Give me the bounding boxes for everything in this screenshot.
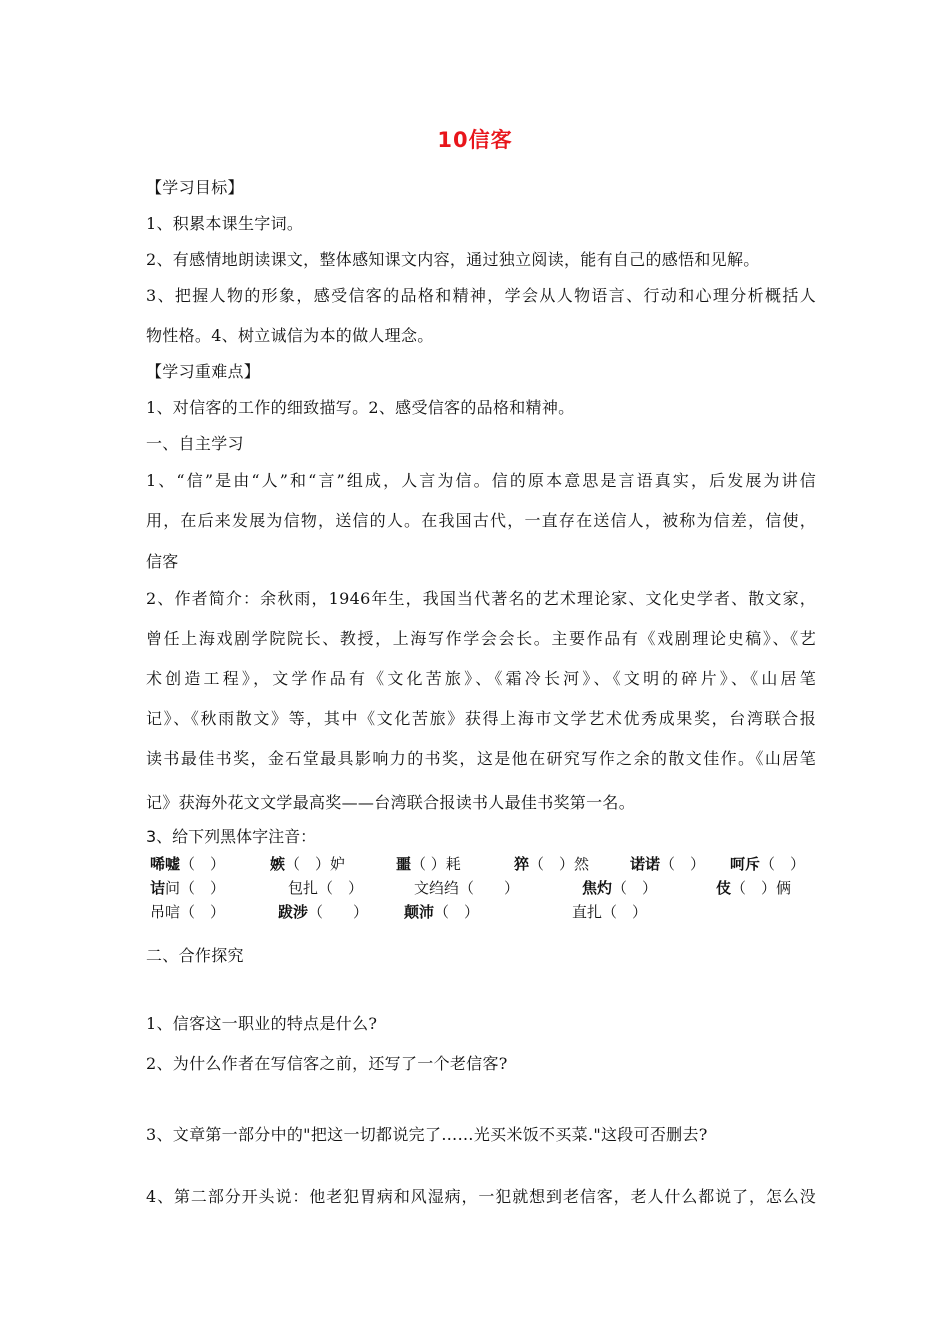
pinyin-item: 焦灼（ ） — [582, 879, 658, 897]
paragraph-line: 信客 — [146, 552, 179, 571]
paragraph-line: 曾任上海戏剧学院院长、教授，上海写作学会会长。主要作品有《戏剧理论史稿》、《艺 — [146, 629, 816, 648]
document-title: 10信客 — [437, 128, 513, 152]
paragraph-line: 用，在后来发展为信物，送信的人。在我国古代，一直存在送信人，被称为信差，信使， — [146, 511, 816, 530]
pinyin-item: 噩（ ）耗 — [396, 855, 461, 873]
goal-line: 物性格。4、树立诚信为本的做人理念。 — [146, 326, 434, 345]
pinyin-item: 伎（ ）俩 — [716, 879, 792, 897]
goals-heading: 【学习目标】 — [146, 178, 244, 197]
paragraph-line: 记》、《秋雨散文》等，其中《文化苦旅》获得上海市文学艺术优秀成果奖，台湾联合报 — [146, 709, 816, 728]
pinyin-item: 颠沛（ ） — [404, 903, 480, 921]
pinyin-item: 嫉（ ）妒 — [270, 855, 346, 873]
goal-line: 2、有感情地朗读课文，整体感知课文内容，通过独立阅读，能有自己的感悟和见解。 — [146, 250, 760, 269]
paragraph-line: 读书最佳书奖，金石堂最具影响力的书奖，这是他在研究写作之余的散文佳作。《山居笔 — [146, 749, 816, 768]
section-heading: 二、合作探究 — [146, 946, 244, 965]
paragraph-line: 术创造工程》，文学作品有《文化苦旅》、《霜冷长河》、《文明的碎片》、《山居笔 — [146, 669, 816, 688]
key-heading: 【学习重难点】 — [146, 362, 261, 381]
pinyin-item: 呵斥（ ） — [730, 855, 806, 873]
paragraph-line: 2、作者简介：余秋雨，1946年生，我国当代著名的艺术理论家、文化史学者、散文家， — [146, 589, 816, 608]
pinyin-item: 文绉绉（ ） — [414, 879, 520, 897]
goal-line: 3、把握人物的形象，感受信客的品格和精神，学会从人物语言、行动和心理分析概括人 — [146, 286, 816, 305]
section-heading: 一、自主学习 — [146, 434, 244, 453]
question-line: 2、为什么作者在写信客之前，还写了一个老信客? — [146, 1054, 508, 1073]
key-points: 1、对信客的工作的细致描写。2、感受信客的品格和精神。 — [146, 398, 575, 417]
pinyin-item: 包扎（ ） — [288, 879, 364, 897]
question-line: 4、第二部分开头说：他老犯胃病和风湿病，一犯就想到老信客，老人什么都说了，怎么没 — [146, 1187, 816, 1206]
pinyin-item: 猝（ ）然 — [514, 855, 590, 873]
question-line: 1、信客这一职业的特点是什么? — [146, 1014, 378, 1033]
goal-line: 1、积累本课生字词。 — [146, 214, 304, 233]
pinyin-item: 跋涉（ ） — [278, 903, 369, 921]
pinyin-item: 诺诺（ ） — [630, 855, 706, 873]
question-line: 3、文章第一部分中的"把这一切都说完了……光买米饭不买菜."这段可否删去? — [146, 1125, 708, 1144]
pinyin-item: 吊唁（ ） — [150, 903, 226, 921]
pinyin-item: 直扎（ ） — [572, 903, 648, 921]
paragraph-line: 记》获海外花文文学最高奖——台湾联合报读书人最佳书奖第一名。 — [146, 793, 636, 812]
paragraph-line: 1、“信”是由“人”和“言”组成，人言为信。信的原本意思是言语真实，后发展为讲信 — [146, 471, 816, 490]
pinyin-heading: 3、给下列黑体字注音： — [146, 827, 317, 846]
pinyin-item: 唏嘘（ ） — [150, 855, 226, 873]
pinyin-item: 诘问（ ） — [150, 879, 226, 897]
